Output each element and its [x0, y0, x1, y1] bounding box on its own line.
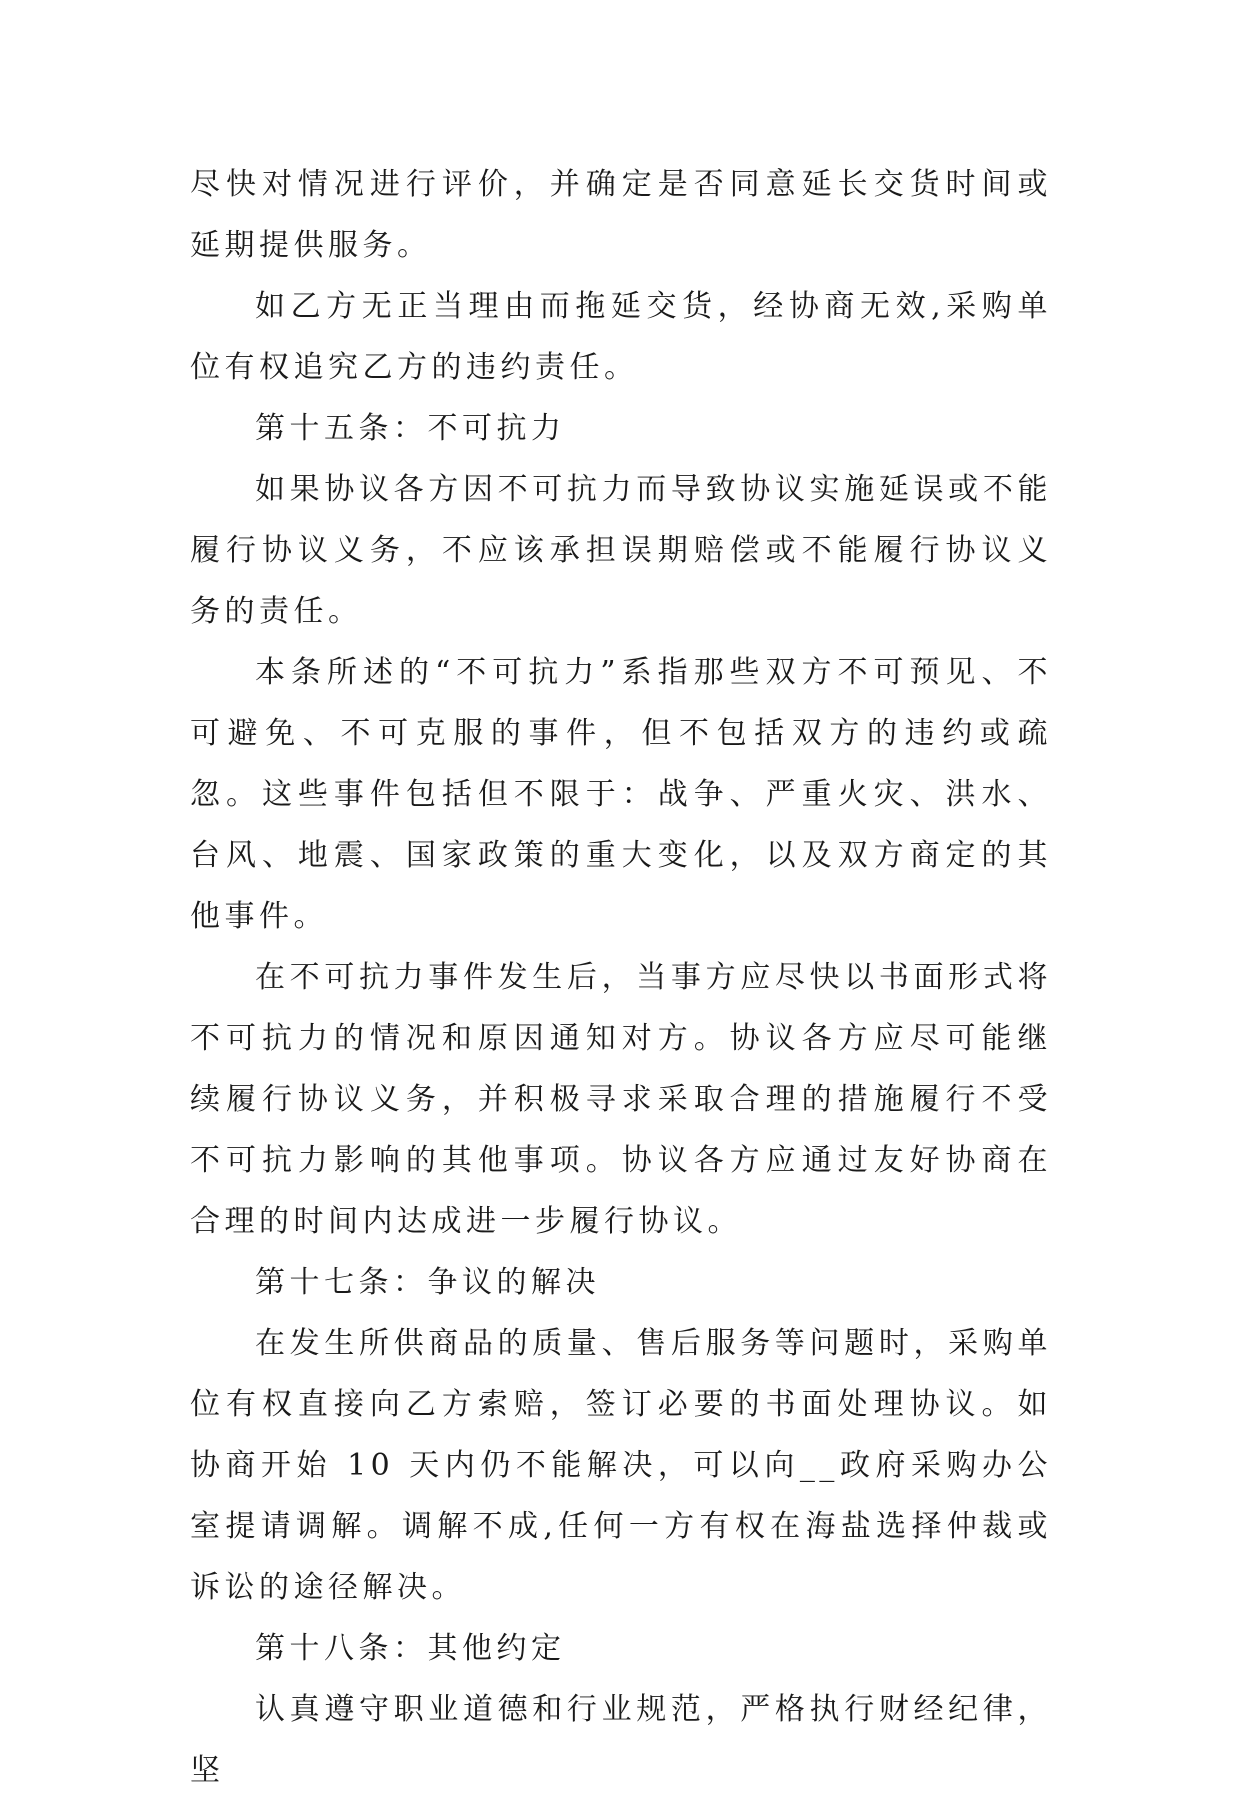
- paragraph-continuation: 尽快对情况进行评价，并确定是否同意延长交货时间或延期提供服务。: [190, 167, 1052, 263]
- paragraph-force-majeure-definition: 本条所述的“不可抗力”系指那些双方不可预见、不可避免、不可克服的事件，但不包括双方的违约或疏忽。这些事件包括但不限于：战争、严重火灾、洪水、台风、地震、国家政策的重大变化，以及双方商定的其他事件。: [190, 655, 1052, 934]
- paragraph-force-majeure-exemption: 如果协议各方因不可抗力而导致协议实施延误或不能履行协议义务，不应该承担误期赔偿或不能履行协议义务的责任。: [190, 472, 1052, 629]
- section-heading-article-17: 第十七条：争议的解决: [255, 1265, 600, 1300]
- section-heading-article-18: 第十八条：其他约定: [255, 1631, 566, 1666]
- document-body: [190, 154, 1052, 1801]
- section-heading-article-15: 第十五条：不可抗力: [255, 411, 566, 446]
- paragraph-force-majeure-notice: 在不可抗力事件发生后，当事方应尽快以书面形式将不可抗力的情况和原因通知对方。协议各方应尽可能继续履行协议义务，并积极寻求采取合理的措施履行不受不可抗力影响的其他事项。协议各方应通过友好协商在合理的时间内达成进一步履行协议。: [190, 960, 1052, 1239]
- paragraph-dispute-resolution: 在发生所供商品的质量、售后服务等问题时，采购单位有权直接向乙方索赔，签订必要的书面处理协议。如协商开始 10 天内仍不能解决，可以向__政府采购办公室提请调解。调解不成,任何一方有权在海盐选择仲裁或诉讼的途径解决。: [190, 1326, 1052, 1605]
- paragraph-delay-liability: 如乙方无正当理由而拖延交货，经协商无效,采购单位有权追究乙方的违约责任。: [190, 289, 1052, 385]
- paragraph-other-provisions: 认真遵守职业道德和行业规范，严格执行财经纪律，坚: [190, 1692, 1052, 1788]
